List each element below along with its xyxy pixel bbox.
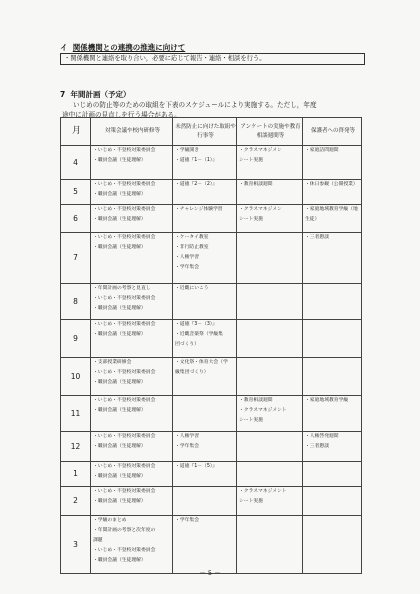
meetings-cell (91, 487, 173, 516)
cell-item: ・職員会議（生徒理解） (93, 217, 146, 222)
cell-item: ・いじめ・不登校対策委員会 (93, 235, 156, 240)
cell-item: ・道徳『1－（5）』 (175, 464, 218, 469)
month-cell: 3 (61, 516, 91, 574)
cell-item: ・家庭地域教育学級（地 (305, 207, 358, 212)
cell-item: ・いじめ・不登校対策委員会 (93, 489, 156, 494)
header-parents: 保護者への啓発等 (303, 118, 362, 146)
month-cell: 4 (61, 146, 91, 180)
header-month: 月 (61, 118, 91, 146)
section-i-number: イ (60, 43, 68, 52)
cell-item: ・学級開き (175, 148, 199, 153)
meetings-cell (91, 284, 173, 320)
cell-item: ・職員会議（生徒理解） (93, 245, 146, 250)
section-i-title: 関係機関との連携の推進に向けて (72, 43, 186, 52)
cell-item: ・人権啓発週間 (305, 434, 339, 439)
meetings-cell (91, 358, 173, 396)
table-row (61, 487, 362, 516)
cell-item: ・チャレンジ体験学習 (175, 207, 223, 212)
prevention-cell (173, 396, 237, 432)
meetings-cell (91, 462, 173, 487)
survey-cell (237, 432, 303, 462)
table-row (61, 516, 362, 574)
cell-item: ・いじめ・不登校対策委員会 (93, 148, 156, 153)
table-row (61, 205, 362, 233)
cell-item: ・教育相談週間 (239, 182, 273, 187)
cell-item: ・学年集会 (175, 265, 199, 270)
survey-cell (237, 462, 303, 487)
section-7-title: 年間計画（予定） (70, 90, 131, 99)
annual-plan-table (60, 117, 362, 574)
cell-item: ・近畿音楽祭（学級集 (175, 332, 223, 337)
prevention-cell (173, 358, 237, 396)
cell-item: ・人権学習 (175, 255, 199, 260)
meetings-cell (91, 432, 173, 462)
cell-item: シート実施 (239, 418, 263, 423)
section-7-number: 7 (60, 90, 66, 99)
cell-item: ・学年集会 (175, 518, 199, 523)
parents-cell (303, 146, 362, 180)
survey-cell (237, 205, 303, 233)
cell-item: ・三者懇談 (305, 235, 329, 240)
meetings-cell (91, 205, 173, 233)
cell-item: ・いじめ・不登校対策委員会 (93, 296, 156, 301)
cell-item: ・学年集会 (175, 444, 199, 449)
intro-line-2: 途中に計画の見直しを行う場合がある。 (62, 111, 181, 119)
month-cell: 5 (61, 180, 91, 205)
cell-item: ・クラスマネジメント (239, 489, 287, 494)
cell-item: ・支部授業研修会 (93, 360, 132, 365)
prevention-cell (173, 146, 237, 180)
cell-item: ・職員会議（生徒理解） (93, 474, 146, 479)
meetings-cell (91, 233, 173, 284)
section-i-heading (60, 42, 185, 53)
parents-cell (303, 432, 362, 462)
table-row (61, 233, 362, 284)
parents-cell (303, 516, 362, 574)
month-cell: 9 (61, 320, 91, 358)
survey-cell (237, 396, 303, 432)
cell-item: ・文化祭・体育大会（学 (175, 360, 228, 365)
cell-item: ・職員会議（生徒理解） (93, 332, 146, 337)
month-cell: 10 (61, 358, 91, 396)
table-row (61, 396, 362, 432)
cell-item: ・家庭地域教育学級 (305, 398, 349, 403)
cell-item: ・いじめ・不登校対策委員会 (93, 464, 156, 469)
cell-item: ・職員会議（生徒理解） (93, 408, 146, 413)
survey-cell (237, 487, 303, 516)
cell-item: ・道徳『2－（2）』 (175, 182, 218, 187)
parents-cell (303, 180, 362, 205)
cell-item: ・いじめ・不登校対策委員会 (93, 370, 156, 375)
cell-item: シート実施 (239, 158, 263, 163)
cell-item: 課題 (93, 538, 103, 543)
meetings-cell (91, 396, 173, 432)
cell-item: ・人権学習 (175, 434, 199, 439)
cell-item: ・いじめ・不登校対策委員会 (93, 207, 156, 212)
table-row (61, 284, 362, 320)
table-row (61, 180, 362, 205)
table-row (61, 462, 362, 487)
cell-item: ・道徳『1－（1）』 (175, 158, 218, 163)
prevention-cell (173, 320, 237, 358)
prevention-cell (173, 487, 237, 516)
survey-cell (237, 284, 303, 320)
cell-item: ・職員会議（生徒理解） (93, 192, 146, 197)
cell-item: ・年間計画の考察と見直し (93, 286, 151, 291)
cell-item: 生徒） (305, 217, 320, 222)
month-cell: 12 (61, 432, 91, 462)
header-survey: アンケートの実施や教育相談週間等 (237, 118, 303, 146)
cell-item: ・学級のまとめ (93, 518, 127, 523)
prevention-cell (173, 462, 237, 487)
survey-cell (237, 358, 303, 396)
survey-cell (237, 146, 303, 180)
cell-item: ・職員会議（生徒理解） (93, 558, 146, 563)
parents-cell (303, 358, 362, 396)
cell-item: ・いじめ・不登校対策委員会 (93, 434, 156, 439)
survey-cell (237, 233, 303, 284)
liaison-box: ・関係機関と連絡を取り合い，必要に応じて報告・連絡・相談を行う。 (60, 53, 365, 65)
cell-item: ・家庭訪問週間 (305, 148, 339, 153)
table-row (61, 320, 362, 358)
page-number: － 5 － (199, 569, 221, 577)
parents-cell (303, 205, 362, 233)
cell-item: ・年間計画の考察と次年度の (93, 528, 156, 533)
cell-item: ・職員会議（生徒理解） (93, 158, 146, 163)
survey-cell (237, 516, 303, 574)
cell-item: ・近畿にいこう (175, 286, 209, 291)
parents-cell (303, 462, 362, 487)
cell-item: ・職員会議（生徒理解） (93, 380, 146, 385)
cell-item: ・教育相談週間 (239, 398, 273, 403)
intro-line-1: いじめの防止等のための取組を下表のスケジュールにより実施する。ただし，年度 (73, 101, 317, 109)
cell-item: ・三者懇談 (305, 444, 329, 449)
cell-item: ・道徳『3－（3）』 (175, 322, 218, 327)
month-cell: 7 (61, 233, 91, 284)
meetings-cell (91, 516, 173, 574)
cell-item: ・いじめ・不登校対策委員会 (93, 398, 156, 403)
cell-item: 団づくり） (175, 342, 199, 347)
prevention-cell (173, 180, 237, 205)
cell-item: ・いじめ・不登校対策委員会 (93, 322, 156, 327)
cell-item: シート実施 (239, 217, 263, 222)
cell-item: ・クラスマネジメン (239, 148, 282, 153)
month-cell: 6 (61, 205, 91, 233)
parents-cell (303, 320, 362, 358)
meetings-cell (91, 320, 173, 358)
cell-item: シート実施 (239, 499, 263, 504)
prevention-cell (173, 516, 237, 574)
month-cell: 11 (61, 396, 91, 432)
cell-item: ・クラスマネジメント (239, 408, 287, 413)
table-row (61, 432, 362, 462)
prevention-cell (173, 284, 237, 320)
header-meetings: 対策会議や校内研修等 (91, 118, 173, 146)
header-prevention: 未然防止に向けた取組や行事等 (173, 118, 237, 146)
survey-cell (237, 320, 303, 358)
meetings-cell (91, 180, 173, 205)
survey-cell (237, 180, 303, 205)
cell-item: ・職員会議（生徒理解） (93, 306, 146, 311)
cell-item: ・休日参観（公開授業） (305, 182, 358, 187)
cell-item: 級集団づくり） (175, 370, 209, 375)
parents-cell (303, 284, 362, 320)
cell-item: ・職員会議（生徒理解） (93, 499, 146, 504)
month-cell: 8 (61, 284, 91, 320)
cell-item: ・非行防止教室 (175, 245, 209, 250)
prevention-cell (173, 233, 237, 284)
month-cell: 2 (61, 487, 91, 516)
parents-cell (303, 487, 362, 516)
cell-item: ・クラスマネジメン (239, 207, 282, 212)
cell-item: ・職員会議（生徒理解） (93, 444, 146, 449)
cell-item: ・いじめ・不登校対策委員会 (93, 548, 156, 553)
table-header-row (61, 118, 362, 146)
meetings-cell (91, 146, 173, 180)
table-row (61, 146, 362, 180)
parents-cell (303, 233, 362, 284)
table-row (61, 358, 362, 396)
cell-item: ・ケータイ教室 (175, 235, 209, 240)
prevention-cell (173, 205, 237, 233)
prevention-cell (173, 432, 237, 462)
cell-item: ・いじめ・不登校対策委員会 (93, 182, 156, 187)
month-cell: 1 (61, 462, 91, 487)
parents-cell (303, 396, 362, 432)
